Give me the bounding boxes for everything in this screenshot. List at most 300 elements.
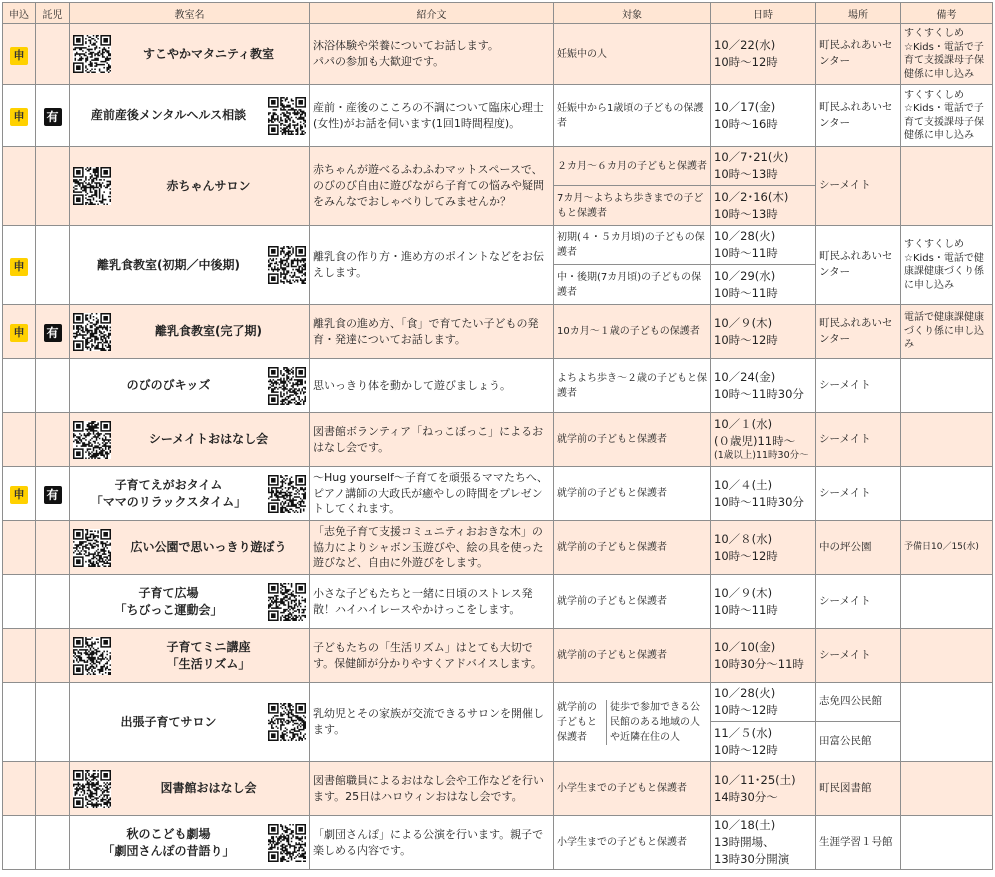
class-name	[73, 477, 264, 509]
class-name-line: すこやかマタニティ教室	[142, 46, 275, 61]
qr-code-icon[interactable]	[73, 35, 111, 73]
datetime-line: 10／28(火)	[714, 229, 776, 244]
table-row	[3, 629, 993, 683]
target-text: 就学前の子どもと保護者	[557, 650, 667, 661]
place-text: 町民ふれあいセンター	[819, 100, 893, 129]
intro-text: 思いっきり体を動かして遊びましょう。	[313, 378, 511, 392]
datetime-cell	[711, 85, 816, 147]
notes-cell	[901, 413, 993, 467]
datetime-line: 10／17(金)	[714, 99, 776, 114]
target-cell	[554, 683, 711, 762]
datetime-line: 10／11･25(土)	[714, 772, 796, 787]
qr-code-icon[interactable]	[268, 583, 306, 621]
intro-text: 産前・産後のこころの不調について臨床心理士(女性)がお話を伺います(1回1時間程度)。	[313, 100, 544, 130]
class-name-line: 子育てえがおタイム	[114, 478, 223, 493]
table-row	[3, 85, 993, 147]
class-name-wrap	[73, 313, 306, 351]
intro-cell	[310, 147, 554, 226]
datetime-line: (０歳児)11時～	[714, 433, 796, 448]
table-row	[3, 305, 993, 359]
target-text: 中・後期(7カ月頃)の子どもの保護者	[557, 271, 702, 298]
class-name-line: 「ママのリラックスタイム」	[90, 494, 247, 509]
target-cell	[554, 413, 711, 467]
place-cell	[816, 521, 901, 575]
target-text: 就学前の子どもと保護者	[557, 542, 667, 553]
intro-text: 赤ちゃんが遊べるふわふわマットスペースで、のびのび自由に遊びながら子育ての悩みや疑問をみんなでおしゃべりしてみませんか？	[313, 163, 544, 208]
datetime-cell	[711, 762, 816, 816]
place-text: 町民ふれあいセンター	[819, 316, 893, 345]
datetime-cell	[711, 147, 816, 186]
header-target: 対象	[554, 3, 711, 24]
apply-cell	[3, 413, 36, 467]
notes-cell	[901, 147, 993, 226]
class-name-wrap	[73, 367, 306, 405]
intro-text: 図書館ボランティア「ねっこぼっこ」によるおはなし会です。	[313, 424, 544, 454]
table-row	[3, 683, 993, 722]
qr-code-icon[interactable]	[268, 703, 306, 741]
class-name-cell	[70, 305, 310, 359]
childcare-cell	[36, 24, 70, 85]
apply-cell	[3, 85, 36, 147]
target-text: 初期(４・５カ月頃)の子どもの保護者	[557, 232, 705, 258]
notes-cell	[901, 683, 993, 762]
class-name-line: 子育てミニ講座	[166, 640, 251, 655]
table-row	[3, 359, 993, 413]
event-schedule-table	[2, 2, 993, 870]
target-text: 妊娠中から1歳頃の子どもの保護者	[557, 102, 704, 129]
place-cell	[816, 762, 901, 816]
class-name-cell	[70, 226, 310, 305]
datetime-cell	[711, 722, 816, 762]
class-name-wrap	[73, 770, 306, 808]
notes-cell	[901, 467, 993, 521]
childcare-cell	[36, 575, 70, 629]
class-name-wrap	[73, 824, 306, 862]
qr-code-icon[interactable]	[268, 97, 306, 135]
intro-text: 「志免子育て支援コミュニティおおきな木」の協力によりシャボン玉遊びや、絵の具を使った遊びなど、自由に外遊びをします。	[313, 524, 544, 570]
datetime-line: 10時～12時	[714, 55, 778, 69]
datetime-line: 10時～16時	[714, 116, 778, 131]
place-text: 生涯学習１号館	[819, 835, 893, 848]
class-name	[73, 585, 264, 617]
class-name-line: 離乳食教室(完了期)	[155, 324, 262, 339]
place-text: シーメイト	[819, 432, 871, 445]
datetime-cell	[711, 413, 816, 467]
childcare-cell	[36, 521, 70, 575]
intro-cell	[310, 629, 554, 683]
childcare-cell	[36, 762, 70, 816]
qr-code-icon[interactable]	[268, 824, 306, 862]
datetime-line: 10時～12時	[714, 548, 778, 563]
qr-code-icon[interactable]	[73, 529, 111, 567]
qr-code-icon[interactable]	[73, 770, 111, 808]
place-text: シーメイト	[819, 179, 871, 192]
intro-text: ～Hug yourself～子育てを頑張るママたちへ、ピアノ講師の大政氏が癒やしの時間をプレゼントしてくれます。	[313, 470, 548, 516]
datetime-line: 10時～11時30分	[714, 386, 804, 401]
place-cell	[816, 147, 901, 226]
apply-cell	[3, 683, 36, 762]
class-name-line: 赤ちゃんサロン	[166, 178, 251, 193]
intro-text: 離乳食の作り方・進め方のポイントなどをお伝えします。	[313, 250, 544, 279]
place-text: 町民図書館	[819, 781, 872, 794]
target-text: 小学生までの子どもと保護者	[557, 783, 687, 794]
place-text: シーメイト	[819, 648, 871, 661]
apply-badge: 申	[10, 486, 28, 504]
class-name	[73, 714, 264, 730]
apply-cell	[3, 226, 36, 305]
class-name-line: 産前産後メンタルヘルス相談	[90, 108, 247, 123]
datetime-cell	[711, 265, 816, 305]
table-row	[3, 521, 993, 575]
place-text: 志免四公民館	[819, 695, 882, 708]
qr-code-icon[interactable]	[268, 475, 306, 513]
class-name	[73, 377, 264, 393]
class-name-wrap	[73, 246, 306, 284]
place-text: 中の坪公園	[819, 540, 872, 553]
childcare-cell	[36, 683, 70, 762]
datetime-line: 10／22(水)	[714, 38, 776, 53]
datetime-cell	[711, 226, 816, 265]
class-name-line: 「生活リズム」	[166, 656, 251, 671]
table-row	[3, 816, 993, 870]
class-name	[115, 323, 306, 339]
class-name-line: 広い公園で思いっきり遊ぼう	[130, 540, 287, 555]
class-name-wrap	[73, 475, 306, 513]
class-name-line: 図書館おはなし会	[160, 781, 257, 796]
class-name-wrap	[73, 583, 306, 621]
intro-text: パパの参加も大歓迎です。	[313, 55, 445, 68]
place-cell	[816, 85, 901, 147]
apply-badge: 申	[10, 258, 28, 276]
notes-cell	[901, 305, 993, 359]
datetime-line: 10／18(土)	[714, 818, 776, 833]
target-cell	[554, 265, 711, 305]
intro-cell	[310, 575, 554, 629]
class-name-cell	[70, 359, 310, 413]
class-name-wrap	[73, 421, 306, 459]
datetime-line: 10時～11時	[714, 246, 778, 260]
notes-cell	[901, 762, 993, 816]
datetime-cell	[711, 575, 816, 629]
childcare-badge: 有	[44, 486, 62, 504]
notes-text: 予備日10／15(水)	[904, 542, 979, 553]
class-name-cell	[70, 629, 310, 683]
datetime-line: 10時～11時	[714, 285, 778, 300]
datetime-line: 10／10(金)	[714, 639, 776, 654]
table-row	[3, 762, 993, 816]
datetime-cell	[711, 305, 816, 359]
intro-cell	[310, 305, 554, 359]
target-cell	[554, 467, 711, 521]
table-row	[3, 467, 993, 521]
intro-text: 乳幼児とその家族が交流できるサロンを開催します。	[313, 707, 544, 736]
class-name-line: 秋のこども劇場	[126, 827, 211, 842]
class-name	[115, 431, 306, 447]
datetime-cell	[711, 359, 816, 413]
target-text: ２カ月～６カ月の子どもと保護者	[557, 160, 707, 172]
datetime-cell	[711, 467, 816, 521]
intro-text: 「劇団さんぽ」による公演を行います。親子で楽しめる内容です。	[313, 827, 544, 857]
datetime-cell	[711, 24, 816, 85]
notes-text: すくすくしめ☆Kids・電話で子育て支援課母子保健係に申し込み	[904, 28, 984, 80]
datetime-line: 13時開場、	[714, 835, 775, 850]
target-text: 10カ月～１歳の子どもの保護者	[557, 326, 700, 337]
class-name-wrap	[73, 529, 306, 567]
place-text: シーメイト	[819, 594, 871, 607]
class-name-line: 「ちびっこ運動会」	[114, 602, 223, 617]
notes-cell	[901, 521, 993, 575]
target-sub-box	[607, 700, 710, 745]
intro-cell	[310, 85, 554, 147]
notes-text: すくすくしめ☆Kids・電話で子育て支援課母子保健係に申し込み	[904, 89, 984, 141]
table-row	[3, 24, 993, 85]
target-text: 7カ月～よちよち歩きまでの子どもと保護者	[557, 192, 704, 219]
notes-text: 電話で健康課健康づくり係に申し込み	[904, 312, 984, 351]
datetime-cell	[711, 186, 816, 226]
target-cell	[554, 147, 711, 186]
childcare-cell	[36, 226, 70, 305]
intro-cell	[310, 762, 554, 816]
target-cell	[554, 186, 711, 226]
childcare-cell	[36, 85, 70, 147]
header-notes: 備考	[901, 3, 993, 24]
class-name-line: 出張子育てサロン	[120, 714, 217, 729]
qr-code-icon[interactable]	[73, 167, 111, 205]
place-cell	[816, 413, 901, 467]
apply-cell	[3, 762, 36, 816]
datetime-line: 10時～11時	[714, 602, 778, 617]
class-name	[73, 257, 264, 273]
class-name	[115, 780, 306, 796]
class-name-line: シーメイトおはなし会	[148, 432, 269, 447]
place-text: 町民ふれあいセンター	[819, 250, 893, 278]
notes-cell	[901, 575, 993, 629]
table-body	[3, 24, 993, 870]
class-name-wrap	[73, 637, 306, 675]
apply-cell	[3, 575, 36, 629]
qr-code-icon[interactable]	[73, 421, 111, 459]
datetime-cell	[711, 629, 816, 683]
apply-cell	[3, 816, 36, 870]
header-apply: 申込	[3, 3, 36, 24]
target-cell	[554, 85, 711, 147]
target-text: 就学前の子どもと保護者	[557, 434, 667, 445]
intro-cell	[310, 413, 554, 467]
datetime-line: 10／7･21(火)	[714, 150, 789, 165]
table-row	[3, 226, 993, 265]
header-intro: 紹介文	[310, 3, 554, 24]
class-name	[115, 178, 306, 194]
qr-code-icon[interactable]	[268, 246, 306, 284]
class-name-cell	[70, 24, 310, 85]
header-class-name: 教室名	[70, 3, 310, 24]
notes-cell	[901, 816, 993, 870]
class-name-line: 「劇団さんぽの昔語り」	[102, 843, 235, 858]
target-sub-text: 徒歩で参加できる公民館のある地域の人や近隣在住の人	[610, 701, 700, 743]
class-name-cell	[70, 413, 310, 467]
datetime-line: 10／24(金)	[714, 369, 776, 384]
childcare-cell	[36, 629, 70, 683]
class-name-cell	[70, 816, 310, 870]
childcare-cell	[36, 359, 70, 413]
class-name-wrap	[73, 35, 306, 73]
header-datetime: 日時	[711, 3, 816, 24]
class-name-line: 離乳食教室(初期／中後期)	[97, 257, 240, 272]
class-name	[73, 826, 264, 858]
apply-cell	[3, 359, 36, 413]
notes-cell	[901, 359, 993, 413]
datetime-line: 10／2･16(木)	[714, 189, 789, 204]
apply-badge: 申	[10, 108, 28, 126]
target-text: 妊娠中の人	[557, 48, 607, 60]
intro-text: 図書館職員によるおはなし会や工作などを行います。25日はハロウィンおはなし会です。	[313, 773, 544, 803]
class-name	[115, 639, 306, 671]
table-row	[3, 413, 993, 467]
class-name-line: 子育て広場	[138, 586, 199, 601]
childcare-badge: 有	[44, 324, 62, 342]
target-cell	[554, 24, 711, 85]
datetime-line: 11／５(水)	[714, 725, 773, 740]
place-cell	[816, 683, 901, 722]
class-name-cell	[70, 683, 310, 762]
target-text: 就学前の子どもと保護者	[557, 488, 667, 499]
intro-text: 小さな子どもたちと一緒に日頃のストレス発散！ハイハイレースやかけっこをします。	[313, 586, 533, 616]
intro-cell	[310, 816, 554, 870]
apply-badge: 申	[10, 324, 28, 342]
datetime-line: 10時～13時	[714, 206, 778, 221]
table-row	[3, 147, 993, 186]
class-name-wrap	[73, 97, 306, 135]
class-name-cell	[70, 575, 310, 629]
datetime-line: 13時30分開演	[714, 851, 790, 866]
intro-cell	[310, 467, 554, 521]
intro-cell	[310, 226, 554, 305]
notes-text: すくすくしめ☆Kids・電話で健康課健康づくり係に申し込み	[904, 239, 984, 291]
place-cell	[816, 226, 901, 305]
apply-cell	[3, 521, 36, 575]
datetime-line: 10時～11時30分	[714, 494, 804, 509]
class-name-cell	[70, 521, 310, 575]
datetime-line: 10／８(水)	[714, 531, 773, 546]
place-cell	[816, 629, 901, 683]
target-text: 就学前の子どもと保護者	[557, 701, 597, 743]
place-text: シーメイト	[819, 378, 871, 391]
apply-cell	[3, 629, 36, 683]
intro-cell	[310, 521, 554, 575]
target-main-box	[554, 700, 607, 745]
qr-code-icon[interactable]	[73, 637, 111, 675]
datetime-line: 10時～12時	[714, 332, 778, 347]
childcare-cell	[36, 816, 70, 870]
childcare-cell	[36, 305, 70, 359]
intro-text: 離乳食の進め方、「食」で育てたい子どもの発育・発達についてお話します。	[313, 316, 539, 346]
intro-cell	[310, 24, 554, 85]
datetime-line: 14時30分～	[714, 789, 778, 804]
datetime-cell	[711, 521, 816, 575]
place-cell	[816, 24, 901, 85]
class-name-wrap	[73, 703, 306, 741]
target-cell	[554, 762, 711, 816]
class-name-cell	[70, 467, 310, 521]
datetime-line: 10時～13時	[714, 167, 778, 181]
childcare-cell	[36, 413, 70, 467]
header-place: 場所	[816, 3, 901, 24]
childcare-cell	[36, 467, 70, 521]
intro-text: 沐浴体験や栄養についてお話します。	[313, 39, 499, 53]
apply-badge: 申	[10, 47, 28, 65]
class-name	[115, 46, 306, 62]
target-text: 就学前の子どもと保護者	[557, 596, 667, 607]
notes-cell	[901, 226, 993, 305]
class-name-cell	[70, 85, 310, 147]
datetime-line: 10時～12時	[714, 703, 778, 717]
target-split	[554, 700, 710, 745]
apply-cell	[3, 24, 36, 85]
table-row	[3, 575, 993, 629]
target-text: よちよち歩き～２歳の子どもと保護者	[557, 372, 707, 399]
target-cell	[554, 226, 711, 265]
target-cell	[554, 521, 711, 575]
class-name	[73, 107, 264, 123]
place-cell	[816, 722, 901, 762]
place-cell	[816, 816, 901, 870]
childcare-badge: 有	[44, 108, 62, 126]
datetime-cell	[711, 816, 816, 870]
datetime-line: 10／４(土)	[714, 477, 773, 492]
target-cell	[554, 305, 711, 359]
class-name-line: のびのびキッズ	[126, 378, 211, 393]
apply-cell	[3, 147, 36, 226]
target-cell	[554, 575, 711, 629]
target-cell	[554, 359, 711, 413]
childcare-cell	[36, 147, 70, 226]
table-header-row	[3, 3, 993, 24]
target-cell	[554, 816, 711, 870]
datetime-line: 10／29(水)	[714, 268, 776, 283]
datetime-line: 10／９(木)	[714, 585, 773, 600]
place-text: シーメイト	[819, 486, 871, 499]
class-name	[115, 539, 306, 555]
intro-cell	[310, 359, 554, 413]
apply-cell	[3, 467, 36, 521]
datetime-line: 10／１(水)	[714, 416, 773, 431]
place-text: 田富公民館	[819, 734, 872, 747]
class-name-cell	[70, 762, 310, 816]
place-cell	[816, 467, 901, 521]
qr-code-icon[interactable]	[268, 367, 306, 405]
notes-cell	[901, 85, 993, 147]
notes-cell	[901, 24, 993, 85]
datetime-line: (1歳以上)11時30分～	[714, 450, 809, 462]
intro-cell	[310, 683, 554, 762]
header-childcare: 託児	[36, 3, 70, 24]
qr-code-icon[interactable]	[73, 313, 111, 351]
datetime-line: 10／９(木)	[714, 315, 773, 330]
datetime-line: 10時～12時	[714, 742, 778, 757]
place-cell	[816, 575, 901, 629]
intro-text: 子どもたちの「生活リズム」はとても大切です。保健師が分かりやすくアドバイスします。	[313, 640, 542, 670]
target-text: 小学生までの子どもと保護者	[557, 837, 687, 848]
target-cell	[554, 629, 711, 683]
datetime-line: 10時30分～11時	[714, 656, 804, 671]
apply-cell	[3, 305, 36, 359]
datetime-cell	[711, 683, 816, 722]
notes-cell	[901, 629, 993, 683]
datetime-line: 10／28(火)	[714, 686, 776, 701]
place-cell	[816, 359, 901, 413]
class-name-wrap	[73, 167, 306, 205]
class-name-cell	[70, 147, 310, 226]
